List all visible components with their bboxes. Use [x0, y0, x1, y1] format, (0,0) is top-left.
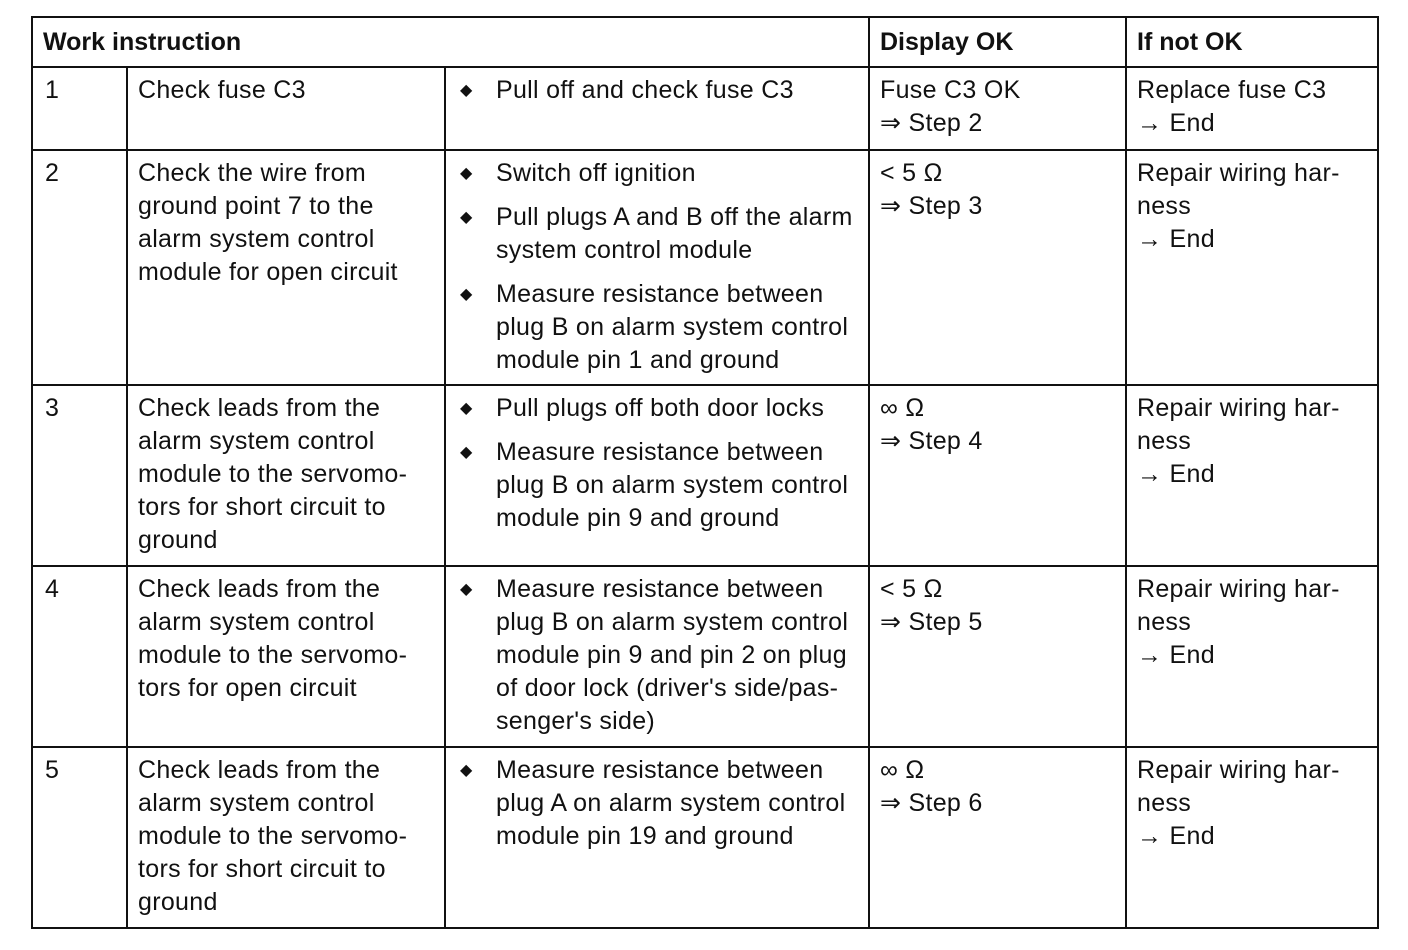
table-row — [32, 747, 1378, 928]
if-not-ok-cell — [1126, 67, 1378, 150]
table-row — [32, 385, 1378, 566]
instruction-text: Check fuse C3 — [127, 67, 445, 150]
next-step: ⇒ Step 5 — [880, 608, 983, 636]
remedy-text: Repair wiring har- — [1137, 394, 1340, 422]
step-number: 5 — [32, 747, 127, 928]
remedy-text-cont: ness — [1137, 427, 1192, 455]
work-instruction-table — [31, 16, 1379, 929]
end-marker: → End — [1137, 460, 1215, 488]
action-cell — [445, 67, 869, 150]
display-ok-cell — [869, 747, 1126, 928]
if-not-ok-cell — [1126, 747, 1378, 928]
display-ok-value: ∞ Ω — [880, 394, 925, 422]
display-ok-value: Fuse C3 OK — [880, 76, 1021, 104]
action-list — [458, 392, 860, 535]
display-ok-value: ∞ Ω — [880, 756, 925, 784]
action-item: ◆ Measure resistance between plug B on alarm system control module pin 1 and ground — [460, 280, 849, 374]
action-item: ◆ Switch off ignition — [458, 157, 860, 190]
remedy-text: Repair wiring har- — [1137, 756, 1340, 784]
instruction-text: Check leads from the alarm system control module to the servomo-tors for short circuit to ground — [127, 385, 445, 566]
if-not-ok-cell — [1126, 150, 1378, 385]
bullet-diamond-icon: ◆ — [460, 82, 473, 99]
bullet-diamond-icon: ◆ — [460, 286, 473, 303]
bullet-diamond-icon: ◆ — [460, 444, 473, 461]
end-marker: → End — [1137, 225, 1215, 253]
action-cell — [445, 747, 869, 928]
remedy-text: Repair wiring har- — [1137, 575, 1340, 603]
header-if-not-ok: If not OK — [1126, 17, 1378, 67]
table-row — [32, 150, 1378, 385]
action-list — [458, 157, 860, 377]
instruction-text: Check the wire from ground point 7 to the alarm system control module for open circuit — [127, 150, 445, 385]
instruction-text: Check leads from the alarm system control module to the servomo-tors for open circuit — [127, 566, 445, 747]
step-number: 3 — [32, 385, 127, 566]
bullet-diamond-icon: ◆ — [460, 581, 473, 598]
next-step: ⇒ Step 6 — [880, 789, 983, 817]
next-step: ⇒ Step 2 — [880, 109, 983, 137]
action-cell — [445, 566, 869, 747]
action-item: ◆ Pull plugs A and B off the alarm system control module — [460, 203, 853, 264]
table-row — [32, 566, 1378, 747]
display-ok-value: < 5 Ω — [880, 575, 943, 603]
table-row — [32, 67, 1378, 150]
next-step: ⇒ Step 3 — [880, 192, 983, 220]
remedy-text-cont: ness — [1137, 192, 1192, 220]
remedy-text: Replace fuse C3 — [1137, 76, 1327, 104]
end-marker: → End — [1137, 109, 1215, 137]
bullet-diamond-icon: ◆ — [460, 400, 473, 417]
display-ok-cell — [869, 566, 1126, 747]
action-item: ◆ Measure resistance between plug B on alarm system control module pin 9 and pin 2 on plug of door lock (driver's side/pas-senger's side) — [460, 575, 849, 735]
step-number: 4 — [32, 566, 127, 747]
action-list — [458, 573, 860, 738]
if-not-ok-cell — [1126, 566, 1378, 747]
remedy-text-cont: ness — [1137, 608, 1192, 636]
display-ok-cell — [869, 385, 1126, 566]
next-step: ⇒ Step 4 — [880, 427, 983, 455]
display-ok-cell — [869, 150, 1126, 385]
action-list — [458, 754, 860, 853]
if-not-ok-cell — [1126, 385, 1378, 566]
step-number: 1 — [32, 67, 127, 150]
action-item: ◆ Measure resistance between plug A on alarm system control module pin 19 and ground — [460, 756, 846, 850]
step-number: 2 — [32, 150, 127, 385]
bullet-diamond-icon: ◆ — [460, 762, 473, 779]
bullet-diamond-icon: ◆ — [460, 209, 473, 226]
bullet-diamond-icon: ◆ — [460, 165, 473, 182]
instruction-text: Check leads from the alarm system control module to the servomo-tors for short circuit to ground — [127, 747, 445, 928]
remedy-text-cont: ness — [1137, 789, 1192, 817]
action-item: ◆ Measure resistance between plug B on alarm system control module pin 9 and ground — [460, 438, 849, 532]
remedy-text: Repair wiring har- — [1137, 159, 1340, 187]
header-row — [32, 17, 1378, 67]
display-ok-cell — [869, 67, 1126, 150]
display-ok-value: < 5 Ω — [880, 159, 943, 187]
header-work-instruction: Work instruction — [32, 17, 869, 67]
end-marker: → End — [1137, 822, 1215, 850]
header-display-ok: Display OK — [869, 17, 1126, 67]
end-marker: → End — [1137, 641, 1215, 669]
action-cell — [445, 150, 869, 385]
action-cell — [445, 385, 869, 566]
action-item: ◆ Pull off and check fuse C3 — [458, 74, 860, 107]
action-list — [458, 74, 860, 107]
action-item: ◆ Pull plugs off both door locks — [458, 392, 860, 425]
